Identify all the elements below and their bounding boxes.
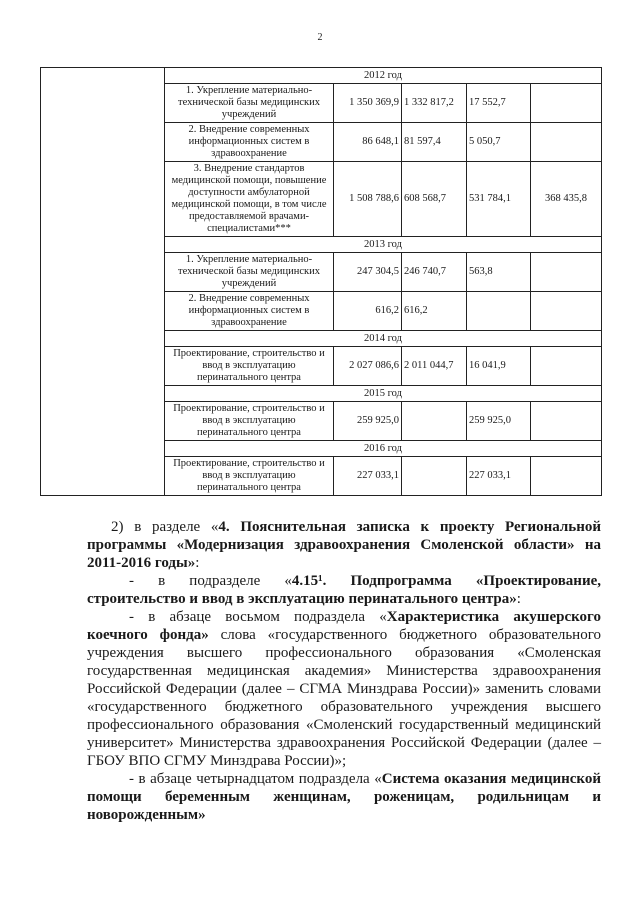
amount-cell: 2 027 086,6 — [334, 347, 402, 386]
amount-cell: 616,2 — [402, 292, 467, 331]
amount-cell: 17 552,7 — [467, 84, 531, 123]
empty-label-column — [41, 68, 165, 496]
funding-table — [40, 67, 602, 496]
year-header: 2013 год — [165, 237, 602, 253]
amount-cell: 259 925,0 — [467, 402, 531, 441]
amount-cell: 368 435,8 — [531, 162, 602, 237]
amount-cell — [467, 292, 531, 331]
amount-cell: 563,8 — [467, 253, 531, 292]
amount-cell: 1 350 369,9 — [334, 84, 402, 123]
amount-cell — [531, 84, 602, 123]
amount-cell — [531, 402, 602, 441]
measure-description: 2. Внедрение современных информационных систем в здравоохранение — [165, 292, 334, 331]
amount-cell — [531, 292, 602, 331]
amount-cell: 81 597,4 — [402, 123, 467, 162]
amount-cell: 1 508 788,6 — [334, 162, 402, 237]
year-header: 2012 год — [165, 68, 602, 84]
amount-cell: 86 648,1 — [334, 123, 402, 162]
amount-cell: 16 041,9 — [467, 347, 531, 386]
amount-cell — [531, 347, 602, 386]
measure-description: 1. Укрепление материально-технической базы медицинских учреждений — [165, 253, 334, 292]
amount-cell: 227 033,1 — [467, 457, 531, 496]
measure-description: Проектирование, строительство и ввод в эксплуатацию перинатального центра — [165, 402, 334, 441]
year-row — [41, 68, 602, 84]
amount-cell: 531 784,1 — [467, 162, 531, 237]
amount-cell — [531, 253, 602, 292]
year-header: 2016 год — [165, 441, 602, 457]
amount-cell: 247 304,5 — [334, 253, 402, 292]
measure-description: 1. Укрепление материально-технической базы медицинских учреждений — [165, 84, 334, 123]
amount-cell: 608 568,7 — [402, 162, 467, 237]
year-header: 2015 год — [165, 386, 602, 402]
amount-cell — [402, 457, 467, 496]
measure-description: 3. Внедрение стандартов медицинской помощи, повышение доступности амбулаторной медицинской помощи, в том числе предоставляемой врачами-специалистами*** — [165, 162, 334, 237]
page-number: 2 — [317, 32, 323, 43]
amount-cell: 5 050,7 — [467, 123, 531, 162]
paragraph-2: - в подразделе «4.15¹. Подпрограмма «Проектирование, строительство и ввод в эксплуатацию перинатального центра»: — [87, 573, 601, 607]
paragraph-3: - в абзаце восьмом подраздела «Характеристика акушерского коечного фонда» слова «государственного бюджетного образовательного учреждения высшего профессионального образования «Смоленская государственная медицинская академия» Министерства здравоохранения Российской Федерации (далее – СГМА Минздрава России)» заменить словами «государственного бюджетного образовательного учреждения высшего профессионального образования «Смоленский государственный медицинский университет» Министерства здравоохранения Российской Федерации (далее – ГБОУ ВПО СГМУ Минздрава России)»; — [87, 609, 601, 769]
amount-cell: 259 925,0 — [334, 402, 402, 441]
measure-description: Проектирование, строительство и ввод в эксплуатацию перинатального центра — [165, 457, 334, 496]
body-text — [87, 518, 601, 824]
measure-description: Проектирование, строительство и ввод в эксплуатацию перинатального центра — [165, 347, 334, 386]
amount-cell — [531, 457, 602, 496]
amount-cell: 2 011 044,7 — [402, 347, 467, 386]
measure-description: 2. Внедрение современных информационных систем в здравоохранение — [165, 123, 334, 162]
amount-cell: 1 332 817,2 — [402, 84, 467, 123]
amount-cell — [402, 402, 467, 441]
year-header: 2014 год — [165, 331, 602, 347]
amount-cell: 227 033,1 — [334, 457, 402, 496]
amount-cell: 246 740,7 — [402, 253, 467, 292]
amount-cell — [531, 123, 602, 162]
paragraph-1: 2) в разделе «4. Пояснительная записка к проекту Региональной программы «Модернизация здравоохранения Смоленской области» на 2011-2016 годы»: — [87, 519, 601, 571]
paragraph-4: - в абзаце четырнадцатом подраздела «Система оказания медицинской помощи беременным женщинам, роженицам, родильницам и новорожденным» — [87, 771, 601, 823]
amount-cell: 616,2 — [334, 292, 402, 331]
